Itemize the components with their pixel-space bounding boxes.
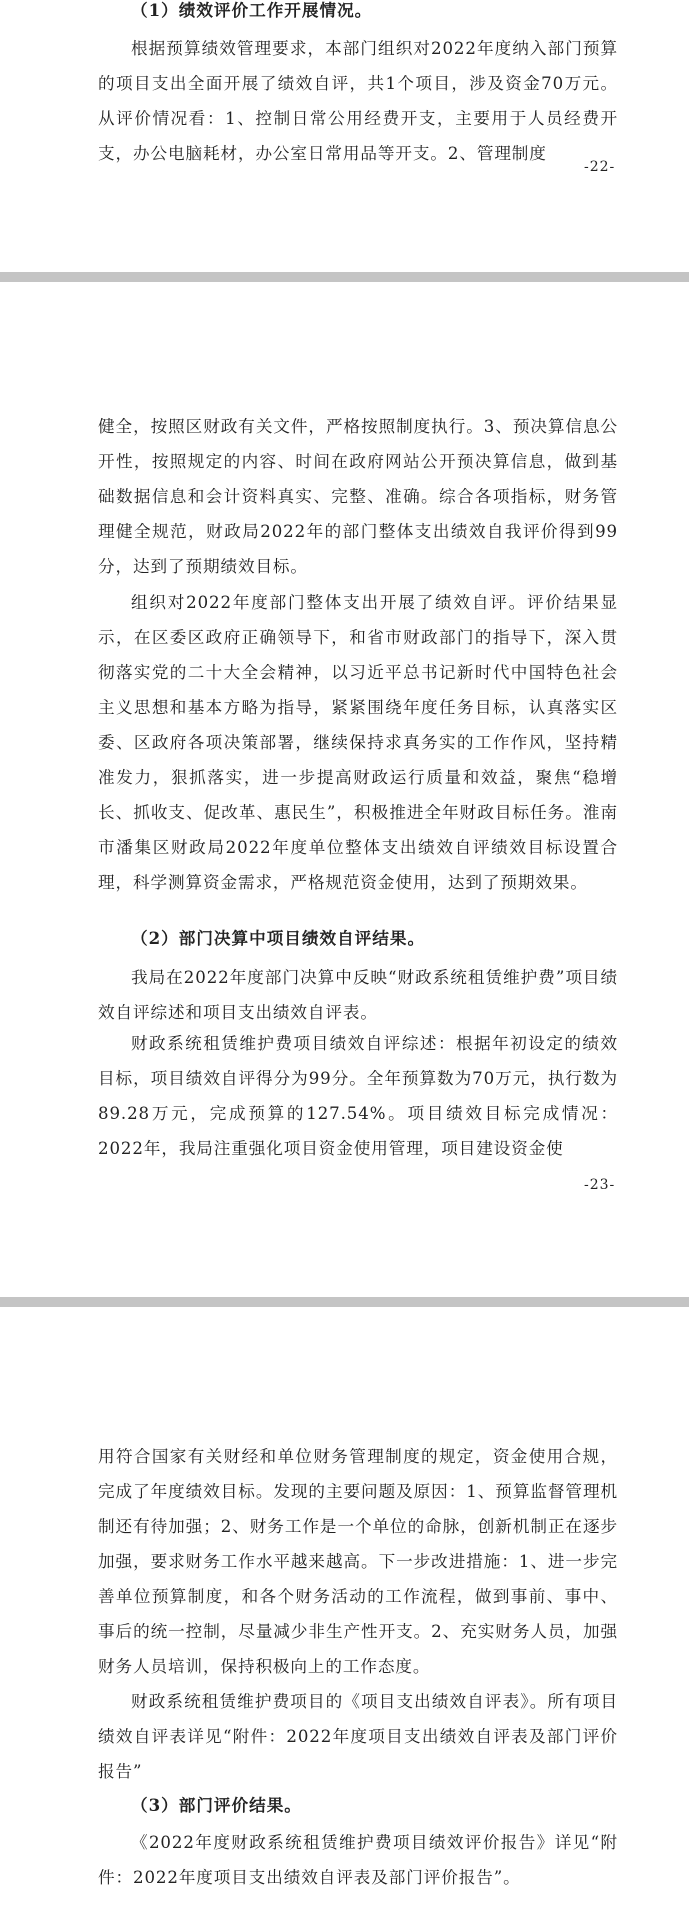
- page-24: [0, 1307, 689, 1914]
- page-divider: [0, 272, 689, 282]
- section-heading-1: （1）绩效评价工作开展情况。: [131, 0, 373, 20]
- paragraph: 财政系统租赁维护费项目绩效自评综述：根据年初设定的绩效目标，项目绩效自评得分为99分。全年预算数为70万元，执行数为89.28万元，完成预算的127.54%。项目绩效目标完成情况：2022年，我局注重强化项目资金使用管理，项目建设资金使: [98, 1034, 618, 1158]
- section-heading-3: （3）部门评价结果。: [131, 1795, 302, 1815]
- page-23: [0, 282, 689, 1297]
- paragraph: 健全，按照区财政有关文件，严格按照制度执行。3、预决算信息公开性，按照规定的内容、时间在政府网站公开预决算信息，做到基础数据信息和会计资料真实、完整、准确。综合各项指标，财务管理健全规范，财政局2022年的部门整体支出绩效自我评价得到99分，达到了预期绩效目标。: [98, 417, 618, 576]
- paragraph: 组织对2022年度部门整体支出开展了绩效自评。评价结果显示，在区委区政府正确领导下，和省市财政部门的指导下，深入贯彻落实党的二十大全会精神，以习近平总书记新时代中国特色社会主义思想和基本方略为指导，紧紧围绕年度任务目标，认真落实区委、区政府各项决策部署，继续保持求真务实的工作作风，坚持精准发力，狠抓落实，进一步提高财政运行质量和效益，聚焦“稳增长、抓收支、促改革、惠民生”，积极推进全年财政目标任务。淮南市潘集区财政局2022年度单位整体支出绩效自评绩效目标设置合理，科学测算资金需求，严格规范资金使用，达到了预期效果。: [98, 593, 618, 892]
- paragraph: 用符合国家有关财经和单位财务管理制度的规定，资金使用合规，完成了年度绩效目标。发现的主要问题及原因：1、预算监督管理机制还有待加强；2、财务工作是一个单位的命脉，创新机制正在逐步加强，要求财务工作水平越来越高。下一步改进措施：1、进一步完善单位预算制度，和各个财务活动的工作流程，做到事前、事中、事后的统一控制，尽量减少非生产性开支。2、充实财务人员，加强财务人员培训，保持积极向上的工作态度。: [98, 1447, 618, 1676]
- section-heading-2: （2）部门决算中项目绩效自评结果。: [131, 928, 426, 948]
- page-divider: [0, 1297, 689, 1307]
- page-number: -23-: [584, 1177, 616, 1193]
- paragraph: 根据预算绩效管理要求，本部门组织对2022年度纳入部门预算的项目支出全面开展了绩效自评，共1个项目，涉及资金70万元。从评价情况看：1、控制日常公用经费开支，主要用于人员经费开支，办公电脑耗材，办公室日常用品等开支。2、管理制度: [98, 39, 618, 163]
- page-22-fragment: [0, 0, 689, 272]
- page-number: -22-: [584, 159, 616, 175]
- paragraph: 我局在2022年度部门决算中反映“财政系统租赁维护费”项目绩效自评综述和项目支出绩效自评表。: [98, 968, 618, 1022]
- paragraph: 财政系统租赁维护费项目的《项目支出绩效自评表》。所有项目绩效自评表详见“附件：2022年度项目支出绩效自评表及部门评价报告”: [98, 1692, 618, 1781]
- paragraph: 《2022年度财政系统租赁维护费项目绩效评价报告》详见“附件：2022年度项目支出绩效自评表及部门评价报告”。: [98, 1833, 618, 1887]
